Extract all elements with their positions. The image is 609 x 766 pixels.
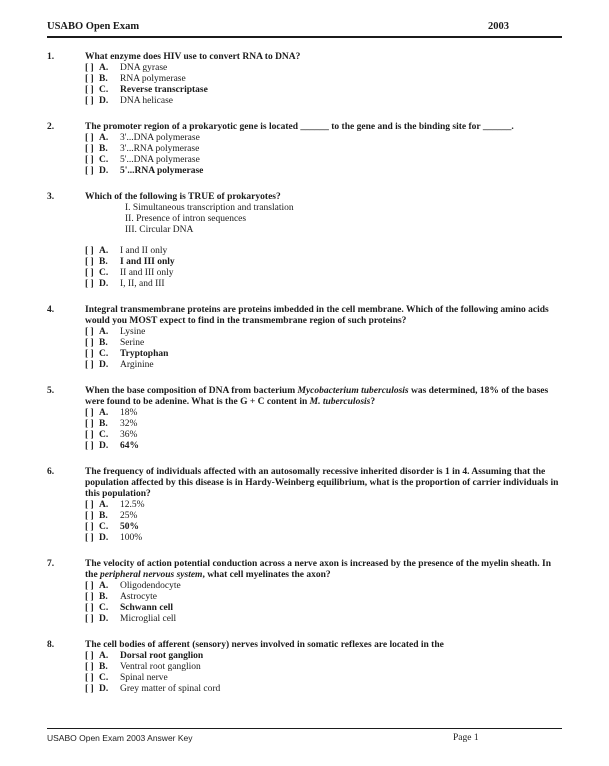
- option-letter: C.: [99, 155, 109, 165]
- question-body: [85, 192, 562, 290]
- stem-segment: The cell bodies of afferent (sensory) nerves involved in somatic reflexes are located in the: [85, 640, 444, 650]
- option-text: 5'...RNA polymerase: [120, 166, 204, 176]
- answer-option: [85, 500, 562, 511]
- option-letter: B.: [99, 511, 108, 521]
- checkbox-brackets: [ ]: [85, 673, 94, 683]
- option-letter: C.: [99, 673, 109, 683]
- answer-option: [85, 673, 562, 684]
- question-stem: [85, 386, 562, 408]
- checkbox-brackets: [ ]: [85, 533, 94, 543]
- list-gap: [85, 236, 562, 246]
- stem-italic-segment: peripheral nervous system: [100, 570, 203, 580]
- question-body: [85, 640, 562, 695]
- checkbox-brackets: [ ]: [85, 133, 94, 143]
- option-text: I, II, and III: [120, 279, 165, 289]
- answer-option: [85, 338, 562, 349]
- option-text: 3'...RNA polymerase: [120, 144, 200, 154]
- option-text: Tryptophan: [120, 349, 169, 359]
- option-text: Astrocyte: [120, 592, 157, 602]
- answer-option: [85, 662, 562, 673]
- option-letter: A.: [99, 133, 109, 143]
- questions-list: [47, 52, 562, 710]
- checkbox-brackets: [ ]: [85, 592, 94, 602]
- stem-segment: Which of the following is TRUE of prokaryotes?: [85, 192, 281, 202]
- question-stem: [85, 559, 562, 581]
- checkbox-brackets: [ ]: [85, 419, 94, 429]
- option-letter: D.: [99, 96, 109, 106]
- option-letter: B.: [99, 144, 108, 154]
- stem-segment: When the base composition of DNA from bacterium: [85, 386, 298, 396]
- option-text: DNA helicase: [120, 96, 174, 106]
- question-number: 4.: [47, 305, 55, 315]
- answer-option: [85, 74, 562, 85]
- option-text: Lysine: [120, 327, 146, 337]
- question: [47, 192, 562, 290]
- answer-option: [85, 85, 562, 96]
- answer-option: [85, 614, 562, 625]
- checkbox-brackets: [ ]: [85, 257, 94, 267]
- option-text: Reverse transcriptase: [120, 85, 208, 95]
- checkbox-brackets: [ ]: [85, 349, 94, 359]
- answer-option: [85, 533, 562, 544]
- footer-page-number: Page 1: [453, 733, 479, 743]
- option-letter: B.: [99, 592, 108, 602]
- answer-option: [85, 144, 562, 155]
- checkbox-brackets: [ ]: [85, 74, 94, 84]
- question-stem: [85, 640, 562, 651]
- checkbox-brackets: [ ]: [85, 603, 94, 613]
- option-text: I and II only: [120, 246, 168, 256]
- option-letter: D.: [99, 166, 109, 176]
- answer-option: [85, 430, 562, 441]
- answer-option: [85, 603, 562, 614]
- checkbox-brackets: [ ]: [85, 246, 94, 256]
- answer-option: [85, 63, 562, 74]
- answer-option: [85, 327, 562, 338]
- question-body: [85, 122, 562, 177]
- option-letter: D.: [99, 533, 109, 543]
- answer-option: [85, 257, 562, 268]
- option-letter: A.: [99, 408, 109, 418]
- checkbox-brackets: [ ]: [85, 338, 94, 348]
- option-text: 64%: [120, 441, 139, 451]
- question-stem: [85, 305, 562, 327]
- footer-rule: [47, 728, 562, 729]
- option-letter: B.: [99, 74, 108, 84]
- option-text: 5'...DNA polymerase: [120, 155, 200, 165]
- option-letter: B.: [99, 257, 108, 267]
- option-letter: B.: [99, 419, 108, 429]
- checkbox-brackets: [ ]: [85, 360, 94, 370]
- answer-option: [85, 592, 562, 603]
- option-letter: A.: [99, 63, 109, 73]
- stem-segment: Integral transmembrane proteins are proteins imbedded in the cell membrane. Which of the following amino acids would you MOST expect to find in the transmembrane region of such proteins?: [85, 305, 549, 326]
- answer-option: [85, 279, 562, 290]
- option-text: 50%: [120, 522, 139, 532]
- answer-option: [85, 133, 562, 144]
- checkbox-brackets: [ ]: [85, 85, 94, 95]
- checkbox-brackets: [ ]: [85, 581, 94, 591]
- checkbox-brackets: [ ]: [85, 327, 94, 337]
- stem-italic-segment: M. tuberculosis: [309, 397, 371, 407]
- checkbox-brackets: [ ]: [85, 166, 94, 176]
- option-text: Spinal nerve: [120, 673, 168, 683]
- question: [47, 467, 562, 544]
- option-text: Arginine: [120, 360, 154, 370]
- checkbox-brackets: [ ]: [85, 441, 94, 451]
- checkbox-brackets: [ ]: [85, 614, 94, 624]
- question-body: [85, 559, 562, 625]
- option-letter: D.: [99, 279, 109, 289]
- footer-title: USABO Open Exam 2003 Answer Key: [47, 733, 193, 743]
- option-letter: C.: [99, 522, 109, 532]
- question: [47, 122, 562, 177]
- question: [47, 386, 562, 452]
- option-text: Schwann cell: [120, 603, 174, 613]
- option-text: 36%: [120, 430, 138, 440]
- option-text: 12.5%: [120, 500, 145, 510]
- option-letter: B.: [99, 662, 108, 672]
- option-letter: A.: [99, 651, 109, 661]
- checkbox-brackets: [ ]: [85, 408, 94, 418]
- option-text: Oligodendocyte: [120, 581, 181, 591]
- option-letter: D.: [99, 684, 109, 694]
- option-letter: D.: [99, 614, 109, 624]
- option-letter: C.: [99, 603, 109, 613]
- page-header: [47, 20, 562, 33]
- question: [47, 305, 562, 371]
- answer-option: [85, 166, 562, 177]
- checkbox-brackets: [ ]: [85, 651, 94, 661]
- option-letter: C.: [99, 349, 109, 359]
- checkbox-brackets: [ ]: [85, 684, 94, 694]
- checkbox-brackets: [ ]: [85, 511, 94, 521]
- option-text: 25%: [120, 511, 138, 521]
- answer-option: [85, 441, 562, 452]
- option-text: 32%: [120, 419, 138, 429]
- option-letter: A.: [99, 581, 109, 591]
- checkbox-brackets: [ ]: [85, 662, 94, 672]
- answer-option: [85, 651, 562, 662]
- header-rule: [47, 36, 562, 38]
- checkbox-brackets: [ ]: [85, 144, 94, 154]
- option-letter: C.: [99, 85, 109, 95]
- question-number: 3.: [47, 192, 55, 202]
- header-year: 2003: [488, 21, 509, 32]
- question-stem: [85, 52, 562, 63]
- option-letter: A.: [99, 500, 109, 510]
- option-text: 100%: [120, 533, 143, 543]
- answer-option: [85, 360, 562, 371]
- checkbox-brackets: [ ]: [85, 63, 94, 73]
- checkbox-brackets: [ ]: [85, 96, 94, 106]
- answer-option: [85, 522, 562, 533]
- option-text: Serine: [120, 338, 145, 348]
- option-text: DNA gyrase: [120, 63, 168, 73]
- answer-option: [85, 268, 562, 279]
- option-letter: C.: [99, 268, 109, 278]
- stem-segment: The frequency of individuals affected with an autosomally recessive inherited disorder is 1 in 4. Assuming that the population affected by this disease is in Hardy-Weinberg equilibrium, what is the proportion of carrier individuals in this population?: [85, 467, 559, 499]
- answer-option: [85, 349, 562, 360]
- header-title: USABO Open Exam: [47, 21, 140, 32]
- stem-segment: The velocity of action potential conduction across a nerve axon is increased by the presence of the myelin sheath. In the: [85, 559, 552, 580]
- checkbox-brackets: [ ]: [85, 268, 94, 278]
- option-text: I and III only: [120, 257, 175, 267]
- question-body: [85, 305, 562, 371]
- checkbox-brackets: [ ]: [85, 279, 94, 289]
- answer-option: [85, 684, 562, 695]
- answer-option: [85, 246, 562, 257]
- option-letter: C.: [99, 430, 109, 440]
- answer-option: [85, 96, 562, 107]
- stem-segment: was determined, 18% of the bases were found to be adenine. What is the G + C content in: [85, 386, 549, 407]
- option-text: 3'...DNA polymerase: [120, 133, 200, 143]
- option-text: Grey matter of spinal cord: [120, 684, 221, 694]
- page-footer: [47, 728, 562, 766]
- question-body: [85, 386, 562, 452]
- option-letter: D.: [99, 441, 109, 451]
- option-letter: A.: [99, 327, 109, 337]
- question-number: 6.: [47, 467, 55, 477]
- stem-segment: The promoter region of a prokaryotic gene is located ______ to the gene and is the binding site for ______.: [85, 122, 514, 132]
- question-number: 1.: [47, 52, 55, 62]
- checkbox-brackets: [ ]: [85, 522, 94, 532]
- question-body: [85, 467, 562, 544]
- stem-list-item: I. Simultaneous transcription and translation: [125, 203, 294, 213]
- option-letter: D.: [99, 360, 109, 370]
- stem-segment: ?: [370, 397, 376, 407]
- question-stem: [85, 467, 562, 500]
- question-stem: [85, 122, 562, 133]
- stem-segment: , what cell myelinates the axon?: [202, 570, 331, 580]
- answer-option: [85, 155, 562, 166]
- option-letter: B.: [99, 338, 108, 348]
- stem-segment: What enzyme does HIV use to convert RNA to DNA?: [85, 52, 301, 62]
- option-text: 18%: [120, 408, 138, 418]
- answer-option: [85, 511, 562, 522]
- question: [47, 559, 562, 625]
- answer-option: [85, 581, 562, 592]
- question: [47, 52, 562, 107]
- answer-option: [85, 419, 562, 430]
- option-text: II and III only: [120, 268, 174, 278]
- question-body: [85, 52, 562, 107]
- answer-option: [85, 408, 562, 419]
- question-number: 5.: [47, 386, 55, 396]
- option-letter: A.: [99, 246, 109, 256]
- checkbox-brackets: [ ]: [85, 155, 94, 165]
- question-number: 8.: [47, 640, 55, 650]
- stem-italic-segment: Mycobacterium tuberculosis: [297, 386, 409, 396]
- option-text: Microglial cell: [120, 614, 177, 624]
- stem-list-item: II. Presence of intron sequences: [125, 214, 247, 224]
- option-text: Ventral root ganglion: [120, 662, 201, 672]
- stem-list-item: III. Circular DNA: [125, 225, 194, 235]
- checkbox-brackets: [ ]: [85, 500, 94, 510]
- question: [47, 640, 562, 695]
- checkbox-brackets: [ ]: [85, 430, 94, 440]
- question-number: 7.: [47, 559, 55, 569]
- question-stem: [85, 192, 562, 203]
- question-number: 2.: [47, 122, 55, 132]
- option-text: RNA polymerase: [120, 74, 186, 84]
- option-text: Dorsal root ganglion: [120, 651, 204, 661]
